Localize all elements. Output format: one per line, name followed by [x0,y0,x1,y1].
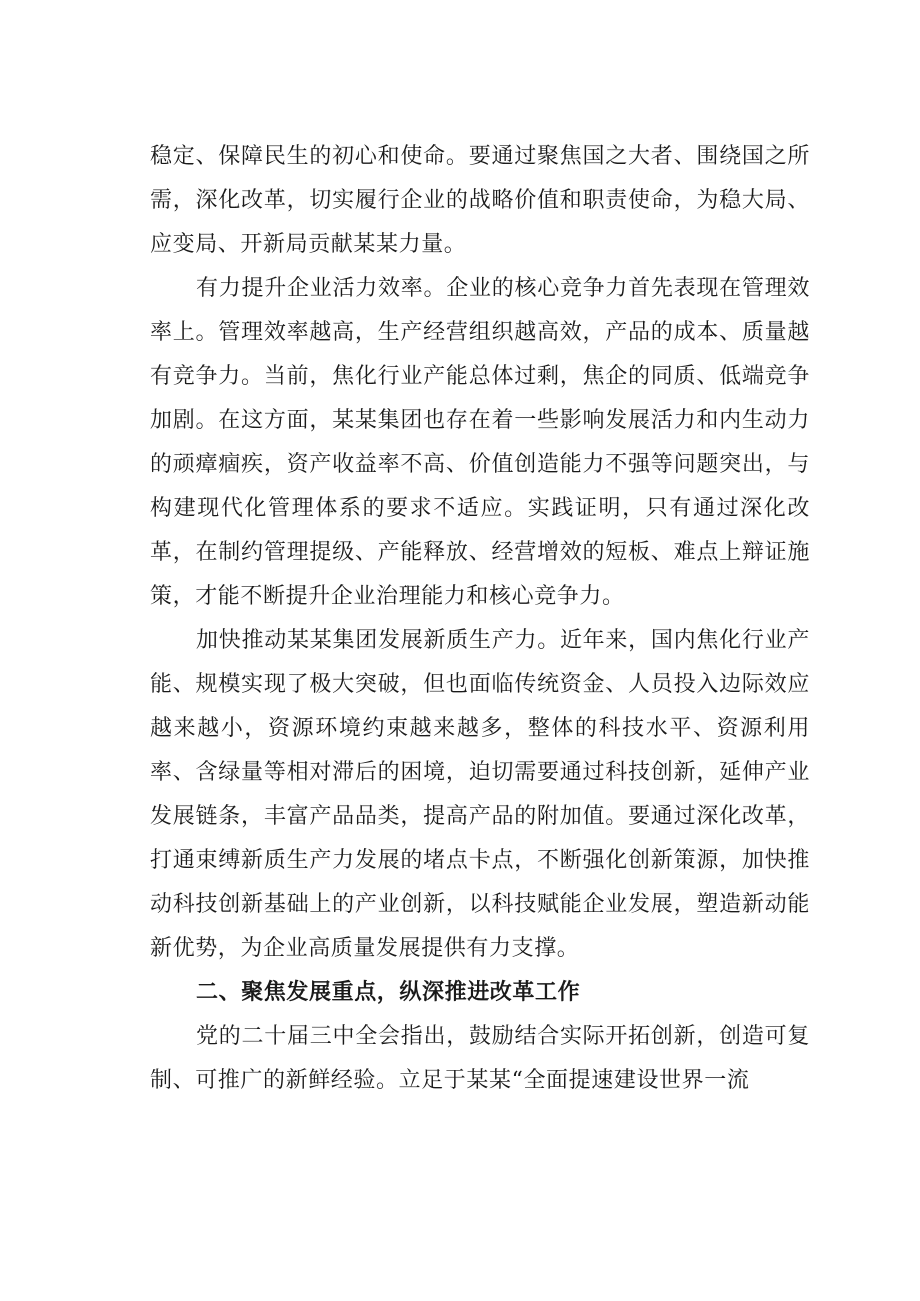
paragraph-enterprise-efficiency: 有力提升企业活力效率。企业的核心竞争力首先表现在管理效率上。管理效率越高，生产经营组织越高效，产品的成本、质量越有竞争力。当前，焦化行业产能总体过剩，焦企的同质、低端竞争加剧。在这方面，某某集团也存在着一些影响发展活力和内生动力的顽瘴痼疾，资产收益率不高、价值创造能力不强等问题突出，与构建现代化管理体系的要求不适应。实践证明，只有通过深化改革，在制约管理提级、产能释放、经营增效的短板、难点上辩证施策，才能不断提升企业治理能力和核心竞争力。 [150,276,810,609]
document-page [150,135,810,1103]
section-heading: 二、聚焦发展重点，纵深推进改革工作 [196,980,581,1005]
paragraph-new-productivity: 加快推动某某集团发展新质生产力。近年来，国内焦化行业产能、规模实现了极大突破，但也面临传统资金、人员投入边际效应越来越小，资源环境约束越来越多，整体的科技水平、资源利用率、含绿量等相对滞后的困境，迫切需要通过科技创新，延伸产业发展链条，丰富产品品类，提高产品的附加值。要通过深化改革，打通束缚新质生产力发展的堵点卡点，不断强化创新策源，加快推动科技创新基础上的产业创新，以科技赋能企业发展，塑造新动能新优势，为企业高质量发展提供有力支撑。 [150,628,810,961]
paragraph-plenary-session: 党的二十届三中全会指出，鼓励结合实际开拓创新，创造可复制、可推广的新鲜经验。立足于某某“全面提速建设世界一流 [150,1024,810,1093]
paragraph-continuation: 稳定、保障民生的初心和使命。要通过聚焦国之大者、围绕国之所需，深化改革，切实履行企业的战略价值和职责使命，为稳大局、应变局、开新局贡献某某力量。 [150,144,810,257]
